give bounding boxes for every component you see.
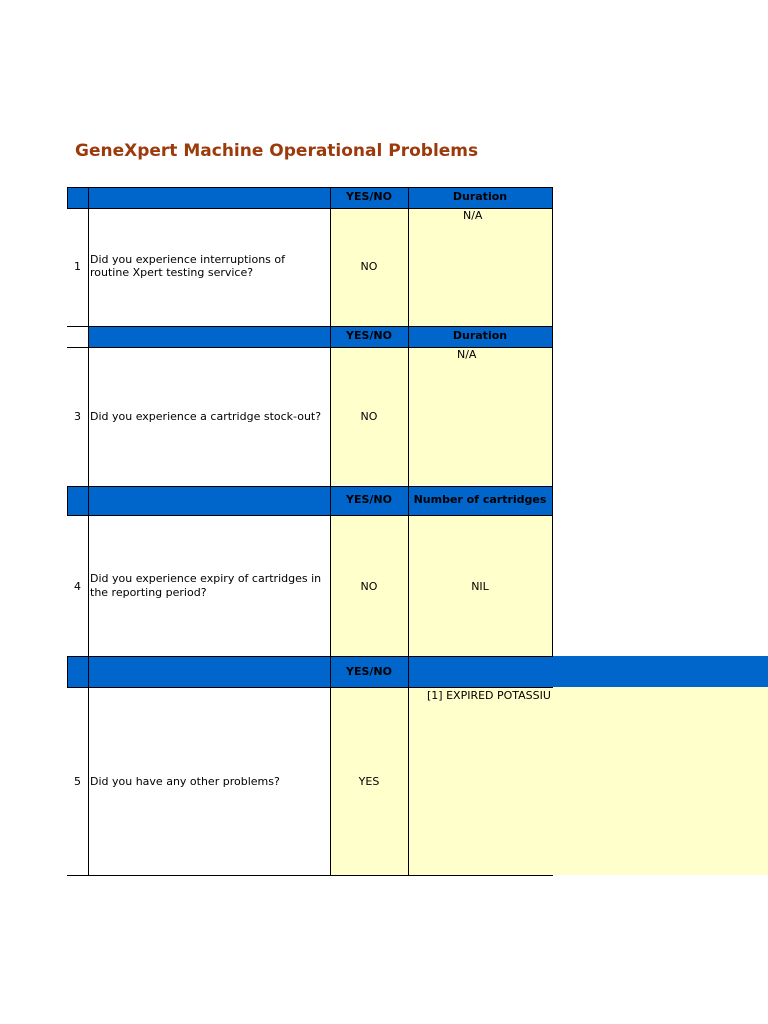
- grid-left-edge: [67, 187, 68, 208]
- section-1-duration-header: Duration: [452, 190, 508, 203]
- section-4-row-number: 4: [74, 580, 81, 593]
- section-3-duration-header: Duration: [452, 329, 508, 342]
- grid-h-7: [67, 656, 553, 657]
- section-1-question-line-1: Did you experience interruptions of: [90, 253, 285, 266]
- grid-question-divider: [330, 187, 331, 876]
- section-5-detail-cell[interactable]: [408, 687, 768, 875]
- section-3-yesno-header: YES/NO: [346, 329, 392, 342]
- section-1-answer: NO: [360, 260, 378, 273]
- section-5-detail-value: [1] EXPIRED POTASSIU: [427, 689, 551, 702]
- section-4-question-line-1: Did you experience expiry of cartridges in: [90, 572, 322, 585]
- section-1-question-line-2: routine Xpert testing service?: [90, 266, 254, 279]
- section-1-yesno-header: YES/NO: [346, 190, 392, 203]
- grid-h-4: [67, 347, 553, 348]
- section-5-yesno-header: YES/NO: [346, 665, 392, 678]
- section-1-duration-value: N/A: [463, 209, 483, 222]
- section-4-answer: NO: [360, 580, 378, 593]
- grid-h-8: [67, 687, 553, 688]
- grid-number-divider: [88, 187, 89, 876]
- grid-h-6: [67, 515, 553, 516]
- grid-left-edge-4: [67, 486, 68, 515]
- section-1-row-number: 1: [74, 260, 81, 273]
- section-3-row-number: 3: [74, 410, 81, 423]
- section-3-duration-value: N/A: [457, 348, 477, 361]
- section-1-duration-cell[interactable]: [408, 208, 552, 326]
- grid-h-2: [67, 208, 553, 209]
- grid-answer-divider: [408, 187, 409, 876]
- page-title: GeneXpert Machine Operational Problems: [75, 141, 479, 161]
- grid-left-edge-5: [67, 656, 68, 687]
- section-5-question-line-1: Did you have any other problems?: [90, 775, 280, 788]
- section-3-answer: NO: [360, 410, 378, 423]
- section-5-header-bar: [67, 656, 768, 687]
- section-3-question-line-1: Did you experience a cartridge stock-out?: [90, 410, 322, 423]
- grid-h-5: [67, 486, 553, 487]
- section-3-duration-cell[interactable]: [408, 347, 552, 485]
- section-5-answer: YES: [358, 775, 380, 788]
- section-4-count-value: NIL: [471, 580, 489, 593]
- section-5-row-number: 5: [74, 775, 81, 788]
- grid-h-9: [67, 875, 553, 876]
- grid-h-1: [67, 187, 553, 188]
- section-5-detail-clip: [427, 689, 552, 702]
- section-4-yesno-header: YES/NO: [346, 493, 392, 506]
- section-4-question-line-2: the reporting period?: [90, 586, 207, 599]
- grid-h-3: [67, 326, 553, 327]
- section-4-count-header: Number of cartridges: [413, 493, 547, 506]
- grid-right-edge: [552, 187, 553, 656]
